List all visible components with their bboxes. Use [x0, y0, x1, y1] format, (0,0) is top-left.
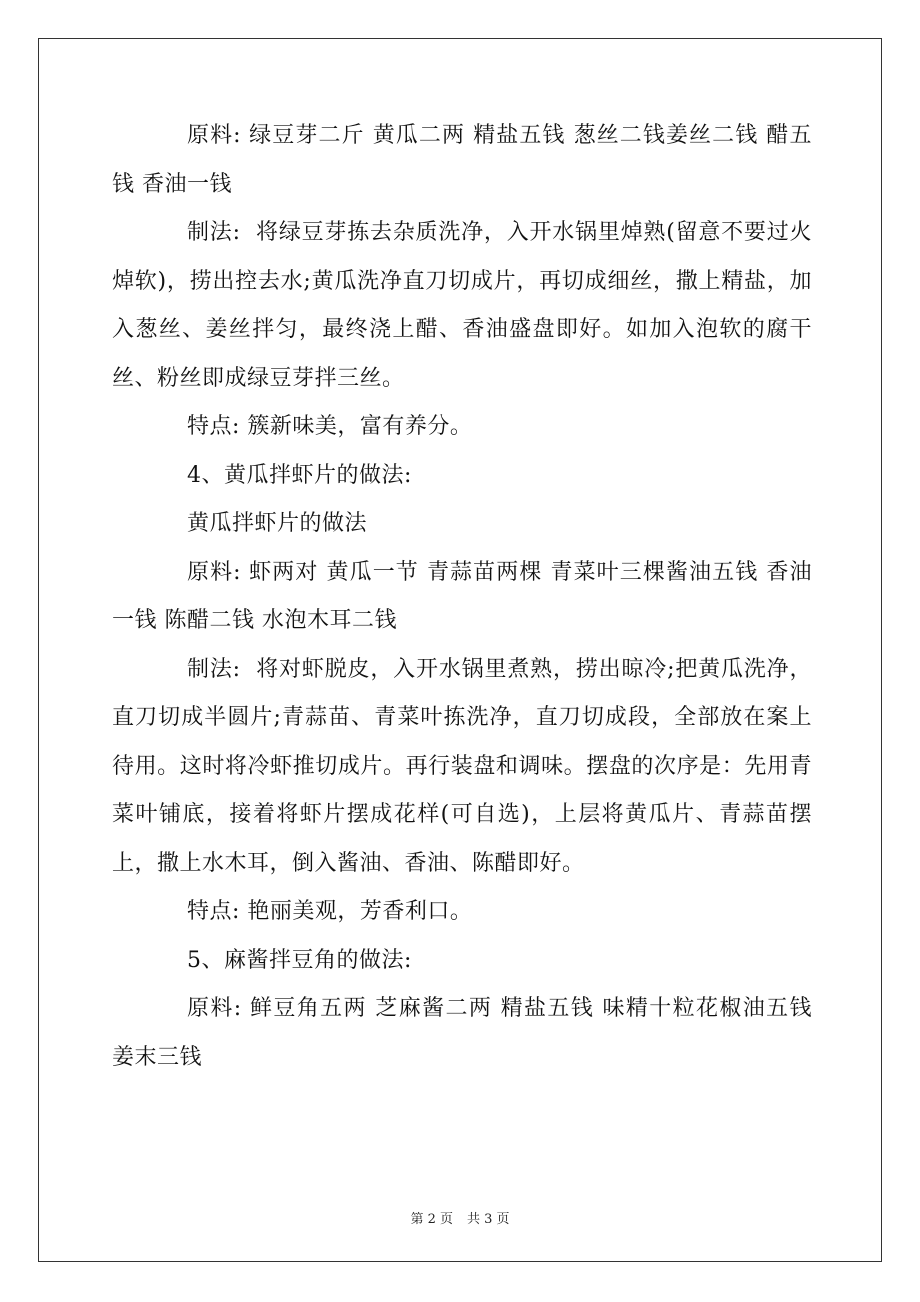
paragraph-ingredients-2: 原料: 虾两对 黄瓜一节 青蒜苗两棵 青菜叶三棵酱油五钱 香油一钱 陈醋二钱 水泡木耳二钱: [112, 559, 812, 633]
paragraph-ingredients-3: 原料: 鲜豆角五两 芝麻酱二两 精盐五钱 味精十粒花椒油五钱 姜末三钱: [112, 996, 820, 1070]
section-heading-5: 5、麻酱拌豆角的做法:: [187, 947, 412, 973]
paragraph-feature-2: 特点: 艳丽美观，芳香利口。: [187, 899, 473, 924]
paragraph-feature-1: 特点: 簇新味美，富有养分。: [187, 414, 473, 439]
paragraph-method-2: 制法: 将对虾脱皮，入开水锅里煮熟，捞出晾冷;把黄瓜洗净，直刀切成半圆片;青蒜苗、青菜叶拣洗净，直刀切成段，全部放在案上待用。这时将冷虾推切成片。再行装盘和调味。摆盘的次序是：先用青菜叶铺底，接着将虾片摆成花样(可自选)，上层将黄瓜片、青蒜苗摆上，撒上水木耳，倒入酱油、香油、陈醋即好。: [112, 656, 812, 876]
page-total: 共 3 页: [467, 1212, 510, 1227]
page-footer: [0, 1208, 920, 1227]
page-number: 第 2 页: [410, 1212, 453, 1227]
section-heading-4: 4、黄瓜拌虾片的做法:: [187, 462, 412, 488]
paragraph-method-1: 制法: 将绿豆芽拣去杂质洗净，入开水锅里焯熟(留意不要过火焯软)，捞出控去水;黄瓜洗净直刀切成片，再切成细丝，撒上精盐，加入葱丝、姜丝拌匀，最终浇上醋、香油盛盘即好。如加入泡软的腐干丝、粉丝即成绿豆芽拌三丝。: [112, 220, 812, 391]
recipe-title-cucumber-shrimp: 黄瓜拌虾片的做法: [187, 511, 368, 536]
paragraph-ingredients-1: 原料: 绿豆芽二斤 黄瓜二两 精盐五钱 葱丝二钱姜丝二钱 醋五钱 香油一钱: [112, 123, 812, 197]
document-body: [112, 112, 820, 1082]
